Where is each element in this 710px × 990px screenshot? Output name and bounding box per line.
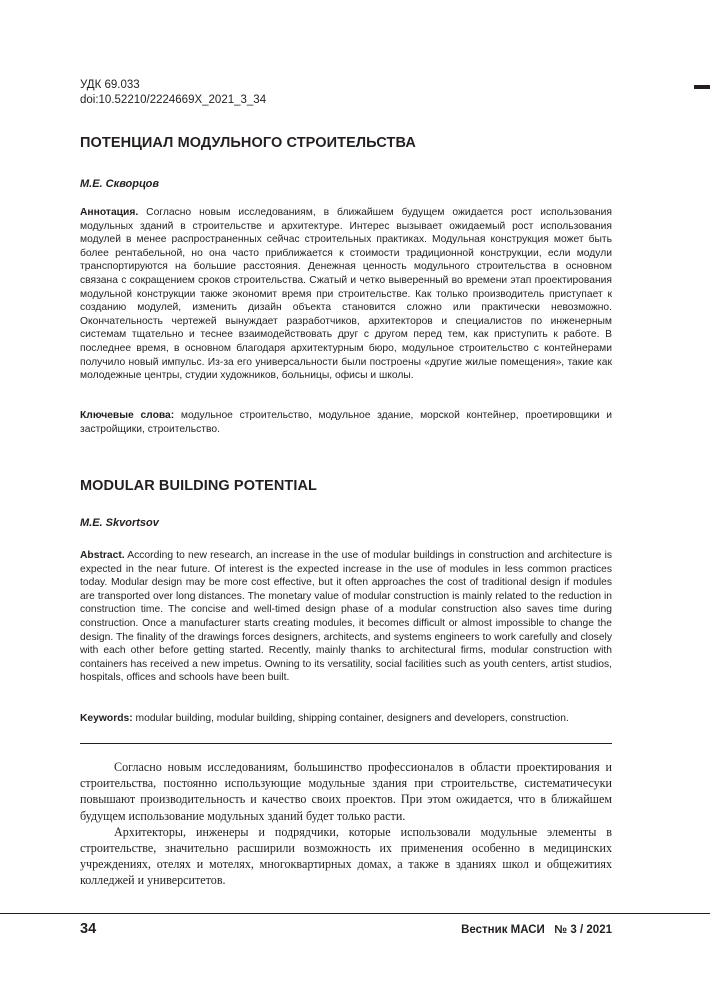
title-en: MODULAR BUILDING POTENTIAL xyxy=(80,478,317,494)
body-paragraph: Архитекторы, инженеры и подрядчики, которые использовали модульные элементы в строительстве, значительно расширили возможность их применения особенно в медицинских учреждениях, отелях и мотелях, многоквартирных домах, а также в зданиях школ и общежитиях колледжей и университетов. xyxy=(80,824,612,888)
udc-code: УДК 69.033 xyxy=(80,79,140,91)
article-body xyxy=(80,759,612,889)
keywords-ru xyxy=(80,409,612,436)
page-number: 34 xyxy=(80,921,97,937)
corner-marker xyxy=(694,85,710,89)
article-meta xyxy=(80,78,266,108)
keywords-text-ru: модульное строительство, модульное здание, морской контейнер, проетировщики и застройщики, строительство. xyxy=(80,410,612,435)
body-paragraph: Согласно новым исследованиям, большинство профессионалов в области проектирования и строительства, постоянно использующие модульные здания при строительстве, систематичесуки повышают производительность и качество своих проектов. При этом ожидается, что в ближайшем будущем использование модульных зданий будет только расти. xyxy=(80,760,612,823)
abstract-label-ru: Аннотация. xyxy=(80,207,139,218)
footer-divider xyxy=(0,913,710,914)
abstract-text-ru: Согласно новым исследованиям, в ближайшем будущем ожидается рост использования модульных зданий в строительстве и архитектуре. Интерес вызывает ожидаемый рост использования модулей в менее распространенных сейчас строительных практиках. Модульная конструкция может быть более рентабельной, но она часто приближается к стоимости традиционной конструкции, если модули транспортируются на большие расстояния. Денежная ценность модульного строительства в основном связана с сокращением сроков строительства. Сжатый и четко выверенный во времени этап проектирования модульной конструкции также экономит время при строительстве. Как только производитель приступает к созданию модулей, изменить дизайн объекта становится сложно или практически невозможно. Окончательность чертежей вынуждает разработчиков, архитекторов и специалистов по инженерным системам тщательно и теснее взаимодействовать друг с другом перед тем, как приступить к работе. В последнее время, в основном благодаря архитектурным бюро, модульное строительство с контейнерами получило новый импульс. Из-за его универсальности были построены «другие жилые помещения», такие как молодежные центры, студии художников, больницы, офисы и школы. xyxy=(80,207,612,382)
doi: doi:10.52210/2224669X_2021_3_34 xyxy=(80,94,267,106)
keywords-label-en: Keywords: xyxy=(80,713,133,724)
journal-name: Вестник МАСИ № 3 / 2021 xyxy=(461,924,612,936)
abstract-ru xyxy=(80,206,612,383)
keywords-text-en: modular building, modular building, shipping container, designers and developers, construction. xyxy=(135,713,569,724)
keywords-en xyxy=(80,712,612,726)
abstract-label-en: Abstract. xyxy=(80,550,125,561)
author-en: M.E. Skvortsov xyxy=(80,517,159,529)
abstract-en xyxy=(80,549,612,685)
title-ru: ПОТЕНЦИАЛ МОДУЛЬНОГО СТРОИТЕЛЬСТВА xyxy=(80,135,416,151)
section-divider xyxy=(80,743,612,744)
abstract-text-en: According to new research, an increase in the use of modular buildings in construction and architecture is expected in the near future. Of interest is the expected increase in the use of modules in less common practices today. Modular design may be more cost effective, but it often approaches the cost of traditional design if modules are transported over long distances. The monetary value of modular construction is mainly related to the reduction in construction time. The concise and well-timed design phase of a modular construction also saves time during construction. Once a manufacturer starts creating modules, it becomes difficult or almost impossible to change the design. The finality of the drawings forces designers, architects, and systems engineers to work carefully and closely with each other before getting started. Recently, mainly thanks to architectural firms, modular construction with containers has received a new impetus. Owning to its versatility, social facilities such as youth centers, artist studios, hospitals, offices and schools have been built. xyxy=(80,550,613,684)
keywords-label-ru: Ключевые слова: xyxy=(80,410,175,421)
author-ru: М.Е. Скворцов xyxy=(80,178,160,190)
